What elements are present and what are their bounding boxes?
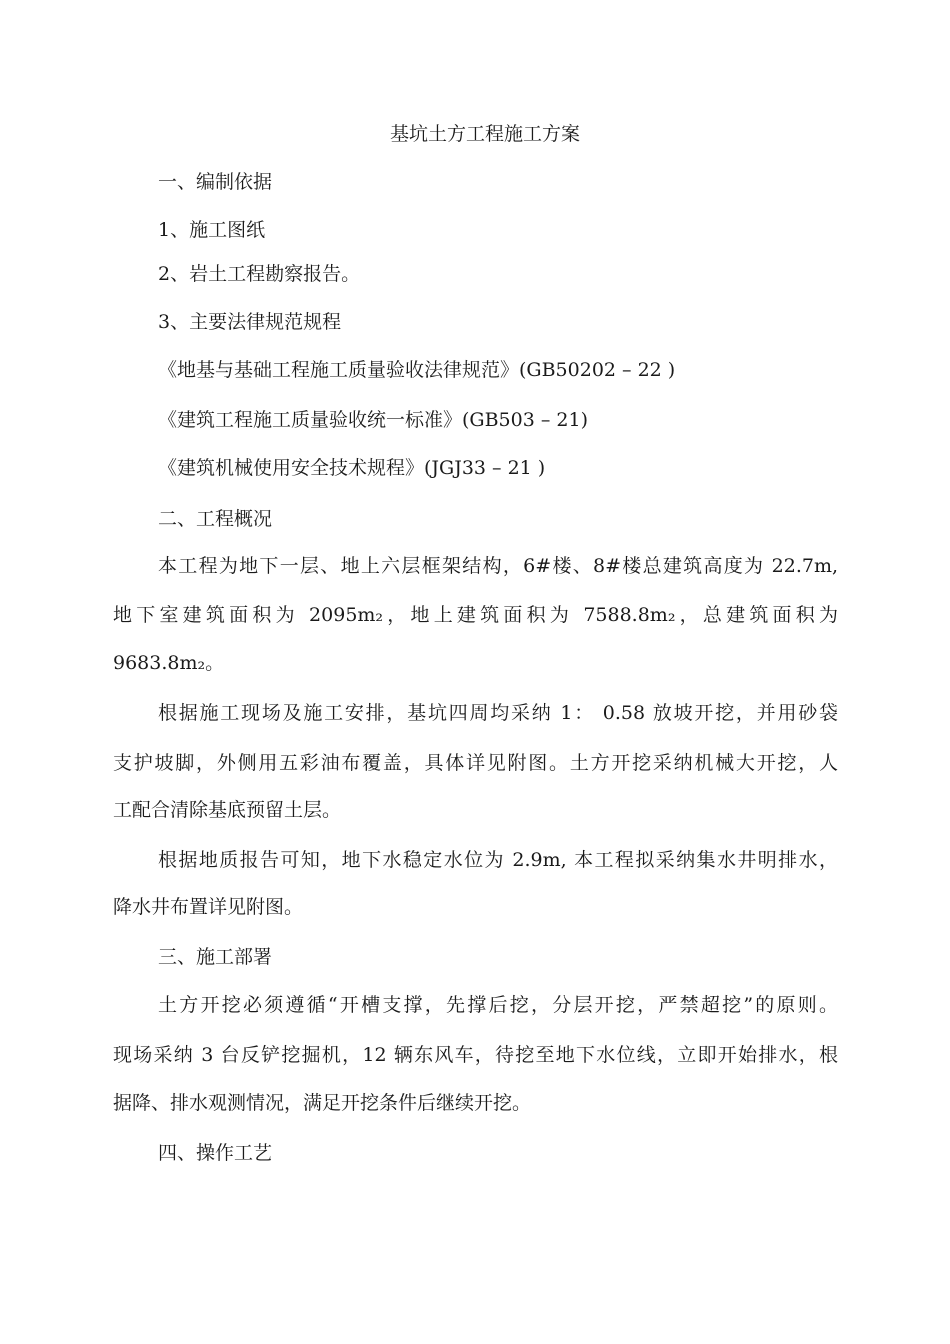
slope-paragraph-line: 工配合清除基底预留土层。 [113,799,342,821]
section-heading-process: 四、操作工艺 [158,1142,273,1164]
section-heading-overview: 二、工程概况 [158,508,273,530]
basis-item-regulations: 3、主要法律规范规程 [158,311,342,333]
groundwater-paragraph-line: 根据地质报告可知，地下水稳定水位为 2.9m, 本工程拟采纳集水井明排水， [158,849,838,871]
groundwater-paragraph-line: 降水井布置详见附图。 [113,896,304,918]
regulation-ref-jgj33: 《建筑机械使用安全技术规程》(JGJ33 – 21 ) [158,457,546,479]
slope-paragraph-line: 支护坡脚，外侧用五彩油布覆盖，具体详见附图。土方开挖采纳机械大开挖，人 [113,752,838,774]
basis-item-drawings: 1、施工图纸 [158,219,266,241]
basis-item-survey-report: 2、岩土工程勘察报告。 [158,263,361,285]
regulation-ref-gb503: 《建筑工程施工质量验收统一标准》(GB503 – 21) [158,409,588,431]
section-heading-basis: 一、编制依据 [158,171,273,193]
overview-paragraph-line: 本工程为地下一层、地上六层框架结构，6#楼、8#楼总建筑高度为 22.7m, [158,555,838,577]
deployment-paragraph-line: 土方开挖必须遵循“开槽支撑，先撑后挖，分层开挖，严禁超挖”的原则。 [158,994,838,1016]
overview-paragraph-line: 9683.8m₂。 [113,652,225,674]
slope-paragraph-line: 根据施工现场及施工安排，基坑四周均采纳 1： 0.58 放坡开挖，并用砂袋 [158,702,838,724]
deployment-paragraph-line: 据降、排水观测情况，满足开挖条件后继续开挖。 [113,1092,532,1114]
regulation-ref-gb50202: 《地基与基础工程施工质量验收法律规范》(GB50202 – 22 ) [158,359,676,381]
document-title: 基坑土方工程施工方案 [389,123,580,145]
deployment-paragraph-line: 现场采纳 3 台反铲挖掘机，12 辆东风车，待挖至地下水位线，立即开始排水，根 [113,1044,838,1066]
overview-paragraph-line: 地下室建筑面积为 2095m₂，地上建筑面积为 7588.8m₂，总建筑面积为 [113,604,838,626]
section-heading-deployment: 三、施工部署 [158,946,273,968]
